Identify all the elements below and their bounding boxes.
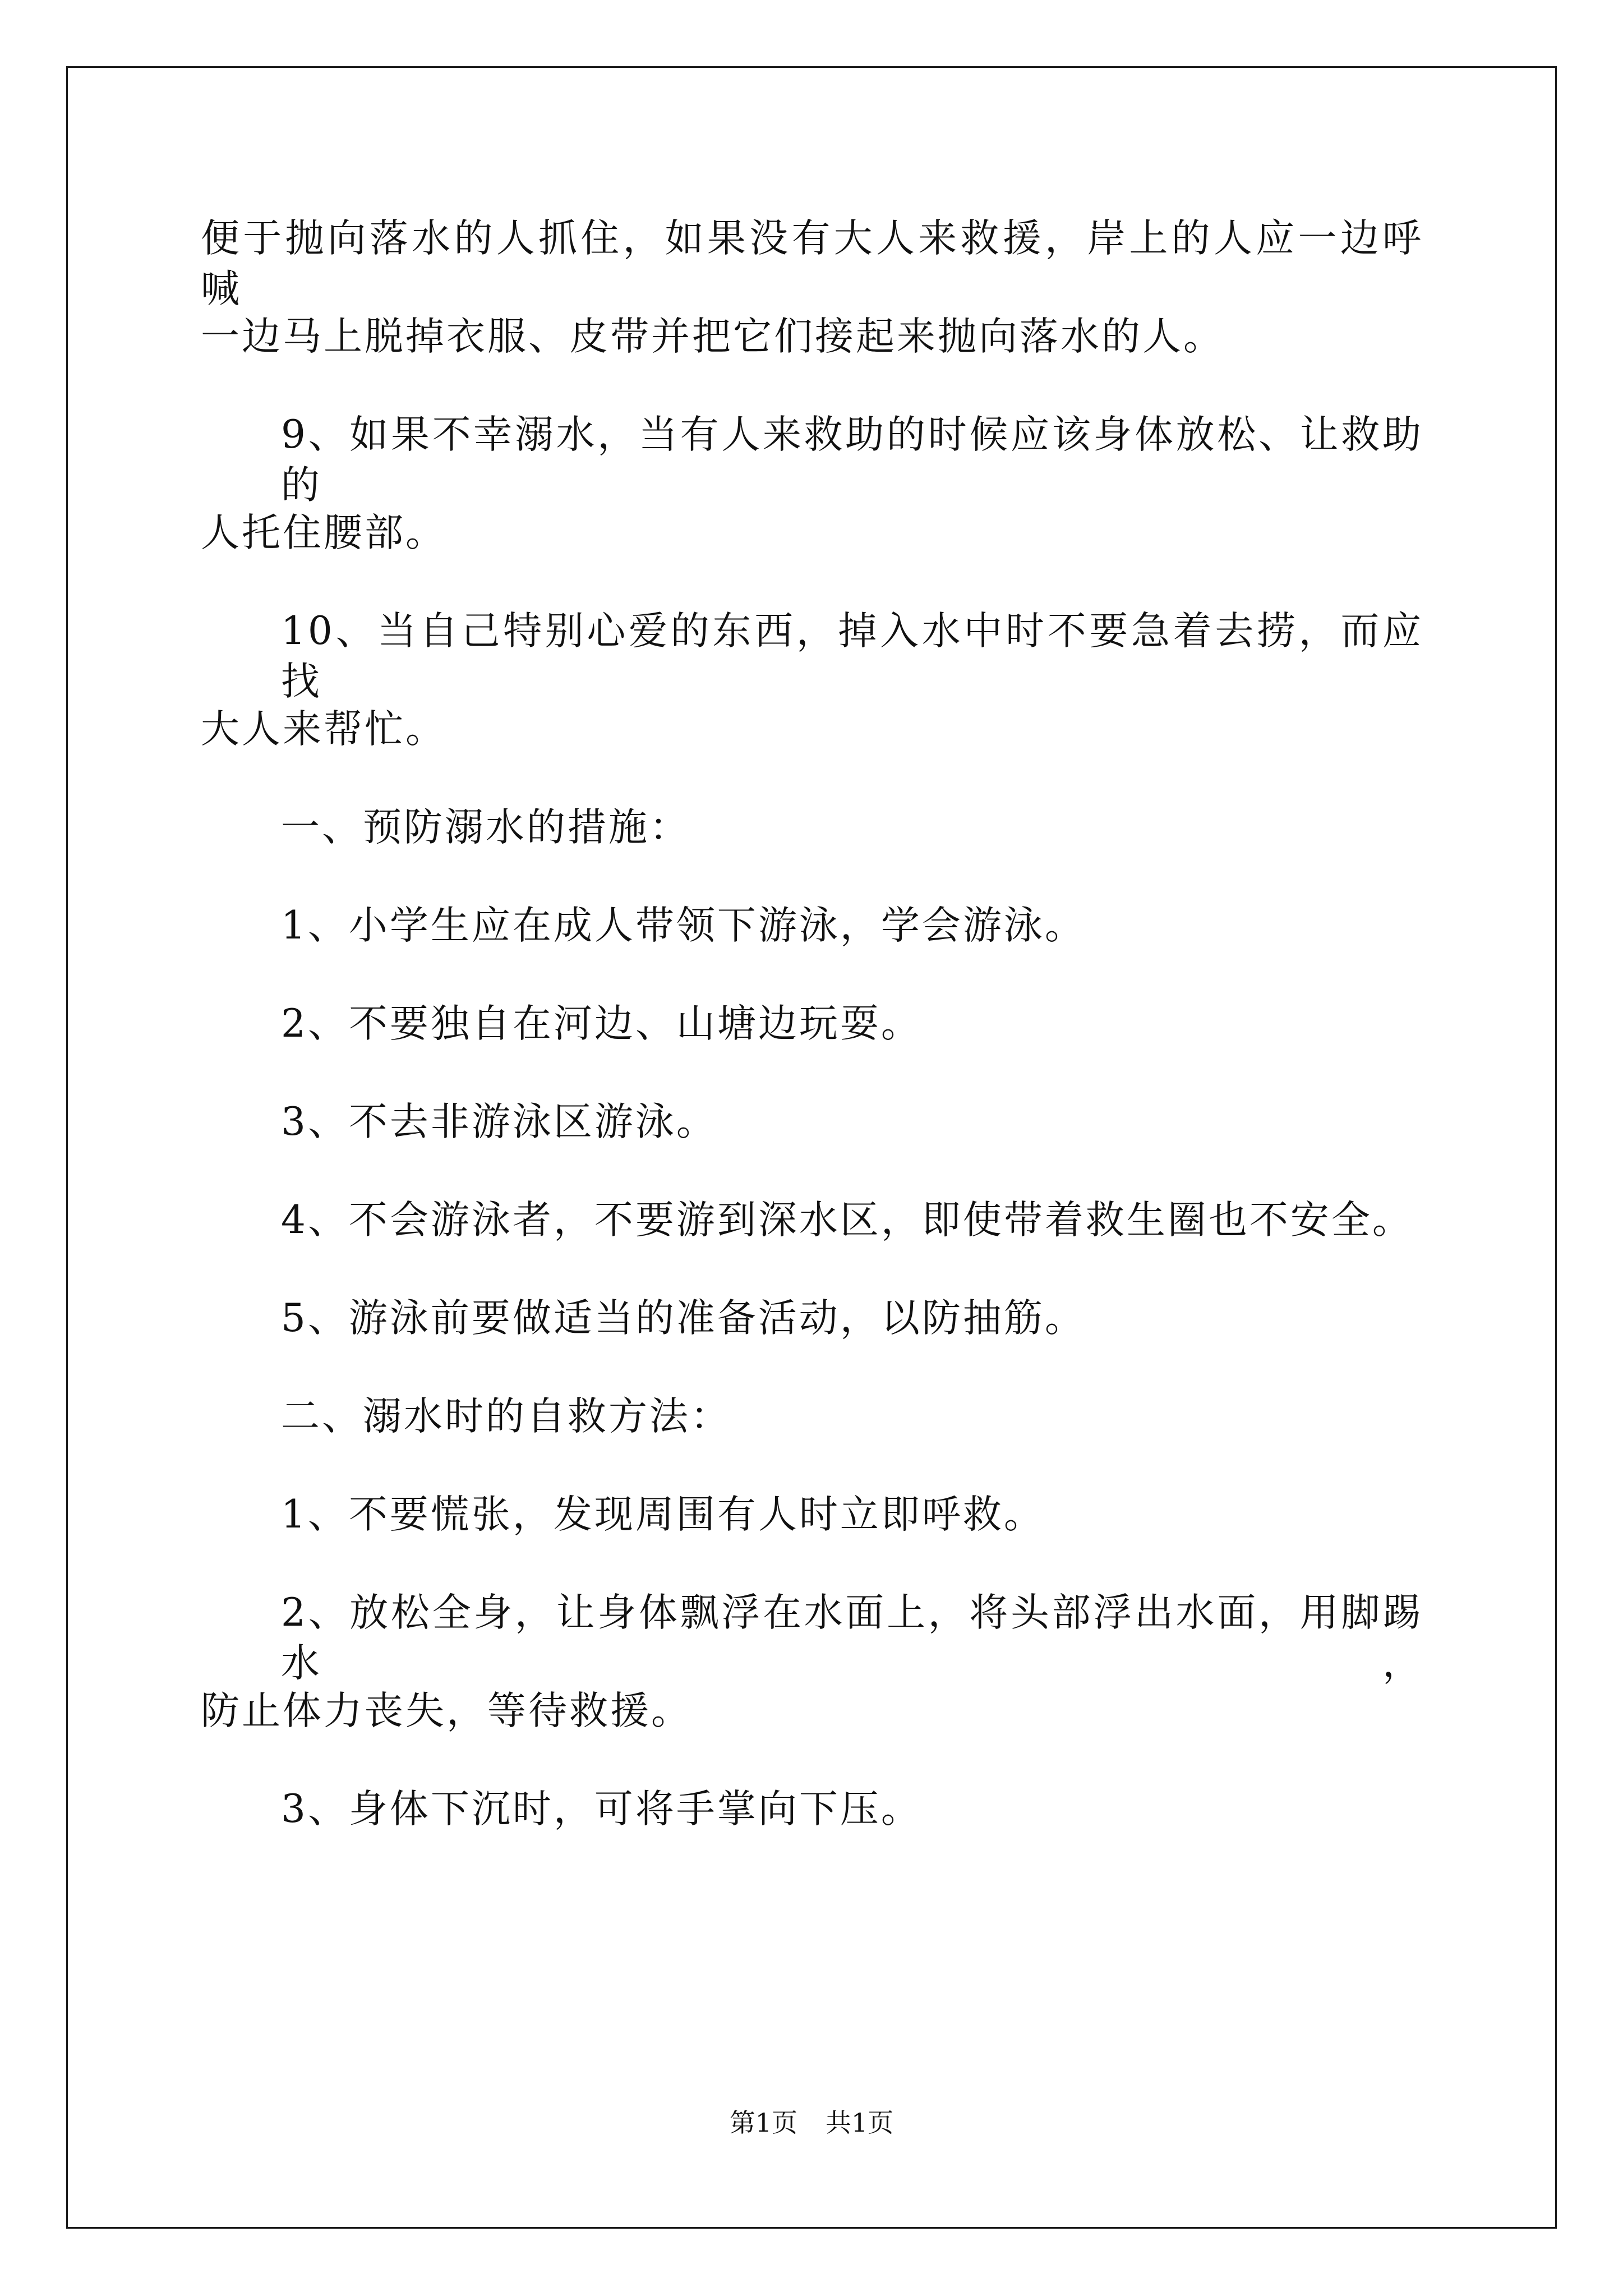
text-line: 人托住腰部。 [201, 510, 446, 555]
section-heading: 二、溺水时的自救方法： [281, 1394, 731, 1439]
list-item: 4、不会游泳者，不要游到深水区，即使带着救生圈也不安全。 [281, 1198, 1413, 1243]
text-line: 防止体力丧失，等待救援。 [201, 1688, 692, 1733]
text-line: 便于抛向落水的人抓住，如果没有大人来救援，岸上的人应一边呼喊 [201, 216, 1423, 311]
page-number: 第1页 [729, 2108, 797, 2138]
list-item: 2、放松全身，让身体飘浮在水面上，将头部浮出水面，用脚踢水， [281, 1590, 1423, 1686]
section-heading: 一、预防溺水的措施： [281, 805, 690, 850]
list-item: 5、游泳前要做适当的准备活动，以防抽筋。 [281, 1296, 1086, 1341]
page-footer [0, 2106, 1623, 2139]
list-item: 2、不要独自在河边、山塘边玩耍。 [281, 1001, 922, 1046]
list-item: 3、不去非游泳区游泳。 [281, 1099, 717, 1144]
list-item: 1、小学生应在成人带领下游泳，学会游泳。 [281, 903, 1086, 948]
list-item: 3、身体下沉时，可将手掌向下压。 [281, 1787, 922, 1832]
list-item: 1、不要慌张，发现周围有人时立即呼救。 [281, 1492, 1045, 1537]
page-total: 共1页 [826, 2108, 894, 2138]
text-line: 10、当自己特别心爱的东西，掉入水中时不要急着去捞，而应找 [281, 609, 1423, 704]
text-line: 9、如果不幸溺水，当有人来救助的时候应该身体放松、让救助的 [281, 412, 1423, 508]
page-border [66, 66, 1557, 2229]
text-line: 一边马上脱掉衣服、皮带并把它们接起来抛向落水的人。 [201, 314, 1224, 359]
text-line: 大人来帮忙。 [201, 707, 446, 752]
